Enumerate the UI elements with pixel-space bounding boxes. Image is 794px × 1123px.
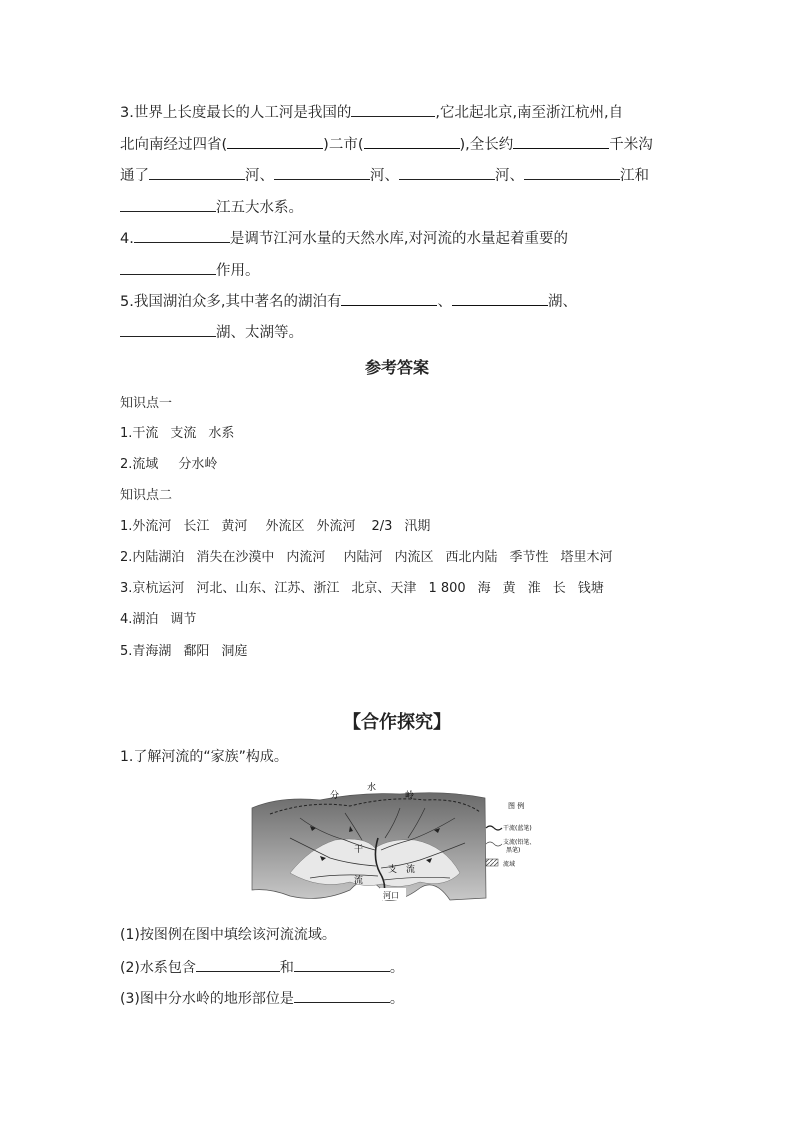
- main-river-legend-icon: [486, 826, 502, 830]
- answer-item: 外流河: [316, 519, 356, 534]
- answer-item: 4.湖泊: [120, 612, 159, 627]
- answer-line: [120, 456, 217, 474]
- q3-line1: [120, 101, 623, 123]
- answer-blank[interactable]: [524, 164, 620, 180]
- answer-item: 分水岭: [178, 457, 218, 472]
- q5-line2: [120, 321, 303, 343]
- main-river-label: 干: [354, 845, 364, 855]
- legend-title: 图 例: [508, 802, 525, 810]
- q3-text: 江五大水系。: [216, 200, 303, 216]
- legend-main: 干流(蓝笔): [503, 825, 532, 832]
- q3-text: ),全长约: [459, 137, 514, 153]
- q3-text: 北向南经过四省(: [120, 137, 228, 153]
- answer-line: [120, 580, 604, 598]
- q3-text: 河、: [370, 168, 399, 184]
- q3-text: )二市(: [323, 137, 364, 153]
- answer-item: 淮: [527, 581, 541, 596]
- answer-blank[interactable]: [120, 321, 216, 337]
- sub-question-3: [120, 987, 404, 1009]
- answer-item: 内流区: [394, 550, 434, 565]
- answer-item: 2.流域: [120, 457, 159, 472]
- answer-line: [120, 611, 196, 629]
- q3-line4: [120, 196, 303, 218]
- sub-question-1: (1)按图例在图中填绘该河流流域。: [120, 927, 336, 943]
- sub2-text: 。: [389, 960, 404, 976]
- answer-item: 2.内陆湖泊: [120, 550, 185, 565]
- answer-line: [120, 643, 247, 661]
- sub2-text: (2)水系包含: [120, 960, 196, 976]
- q4-line1: [120, 227, 568, 249]
- answer-item: 水系: [208, 426, 235, 441]
- sub-question-2: [120, 956, 404, 978]
- sub2-text: 和: [279, 960, 294, 976]
- main-river-label: 流: [354, 876, 364, 886]
- answer-item: 西北内陆: [445, 550, 498, 565]
- river-system-figure: [250, 778, 550, 906]
- q3-text: 江和: [620, 168, 649, 184]
- q5-text: 5.我国湖泊众多,其中著名的湖泊有: [120, 294, 342, 310]
- q4-text: 作用。: [216, 263, 260, 279]
- answer-item: 钱塘: [577, 581, 604, 596]
- answer-item: 5.青海湖: [120, 644, 172, 659]
- answer-item: 内陆河: [343, 550, 383, 565]
- answer-item: 鄱阳: [183, 644, 210, 659]
- answer-item: 支流: [170, 426, 197, 441]
- q3-line2: [120, 133, 653, 155]
- answer-blank[interactable]: [452, 290, 548, 306]
- sub3-text: (3)图中分水岭的地形部位是: [120, 991, 294, 1007]
- answer-blank[interactable]: [196, 956, 280, 972]
- watershed-label: 水: [367, 783, 377, 793]
- tributary-label: 流: [406, 865, 416, 875]
- answer-blank[interactable]: [364, 133, 460, 149]
- watershed-label: 岭: [405, 791, 415, 801]
- answer-blank[interactable]: [134, 227, 230, 243]
- answer-blank[interactable]: [513, 133, 609, 149]
- q5-text: 湖、太湖等。: [216, 325, 303, 341]
- answer-item: 季节性: [509, 550, 549, 565]
- answer-item: 3.京杭运河: [120, 581, 185, 596]
- answer-line: [120, 549, 613, 567]
- answer-item: 内流河: [286, 550, 326, 565]
- q4-line2: [120, 259, 260, 281]
- answer-item: 1.干流: [120, 426, 159, 441]
- river-mouth-label: 河口: [383, 891, 399, 900]
- answer-blank[interactable]: [341, 290, 437, 306]
- legend: [486, 801, 535, 868]
- legend-trib-2: 黑笔): [506, 847, 521, 854]
- answer-blank[interactable]: [227, 133, 323, 149]
- answer-blank[interactable]: [294, 987, 390, 1003]
- sub3-text: 。: [389, 991, 404, 1007]
- coop-question-1: 1.了解河流的“家族”构成。: [120, 749, 288, 765]
- q3-text: 千米沟: [609, 137, 653, 153]
- answer-blank[interactable]: [399, 164, 495, 180]
- answer-line: [120, 425, 234, 443]
- answer-item: 2/3: [371, 519, 393, 534]
- q4-text: 4.: [120, 231, 134, 247]
- knowledge-point-2: 知识点二: [120, 488, 173, 503]
- answer-item: 汛期: [404, 519, 431, 534]
- answer-blank[interactable]: [149, 164, 245, 180]
- q5-text: 湖、: [547, 294, 577, 310]
- answer-item: 洞庭: [221, 644, 248, 659]
- q4-text: 是调节江河水量的天然水库,对河流的水量起着重要的: [229, 231, 568, 247]
- knowledge-point-1: 知识点一: [120, 396, 173, 411]
- legend-trib: 支流(铅笔、: [503, 839, 536, 846]
- q5-text: 、: [437, 294, 452, 310]
- q5-line1: [120, 290, 577, 312]
- answer-blank[interactable]: [120, 196, 216, 212]
- watershed-label: 分: [330, 791, 340, 801]
- tributary-legend-icon: [486, 842, 502, 846]
- answer-item: 外流区: [265, 519, 305, 534]
- answer-item: 1.外流河: [120, 519, 172, 534]
- legend-basin: 流域: [503, 861, 516, 868]
- q3-text: ,它北起北京,南至浙江杭州,自: [435, 105, 624, 121]
- q3-text: 河、: [495, 168, 524, 184]
- answer-line: [120, 518, 430, 536]
- answer-item: 北京、天津: [351, 581, 417, 596]
- answer-blank[interactable]: [294, 956, 390, 972]
- answer-blank[interactable]: [120, 259, 216, 275]
- answer-blank[interactable]: [351, 101, 435, 117]
- answer-item: 消失在沙漠中: [196, 550, 275, 565]
- q3-line3: [120, 164, 649, 186]
- answers-title: 参考答案: [364, 358, 429, 377]
- answer-item: 1 800: [428, 581, 466, 596]
- answer-item: 海: [477, 581, 491, 596]
- answer-item: 塔里木河: [560, 550, 613, 565]
- answer-blank[interactable]: [274, 164, 370, 180]
- q3-text: 3.世界上长度最长的人工河是我国的: [120, 105, 352, 121]
- answer-item: 调节: [170, 612, 197, 627]
- q3-text: 通了: [120, 168, 149, 184]
- answer-item: 长: [552, 581, 566, 596]
- basin-legend-icon: [486, 859, 498, 866]
- q3-text: 河、: [245, 168, 274, 184]
- section-title: 【合作探究】: [343, 712, 451, 733]
- tributary-label: 支: [388, 865, 398, 875]
- answer-item: 黄河: [221, 519, 248, 534]
- answer-item: 河北、山东、江苏、浙江: [196, 581, 340, 596]
- answer-item: 黄: [502, 581, 516, 596]
- answer-item: 长江: [183, 519, 210, 534]
